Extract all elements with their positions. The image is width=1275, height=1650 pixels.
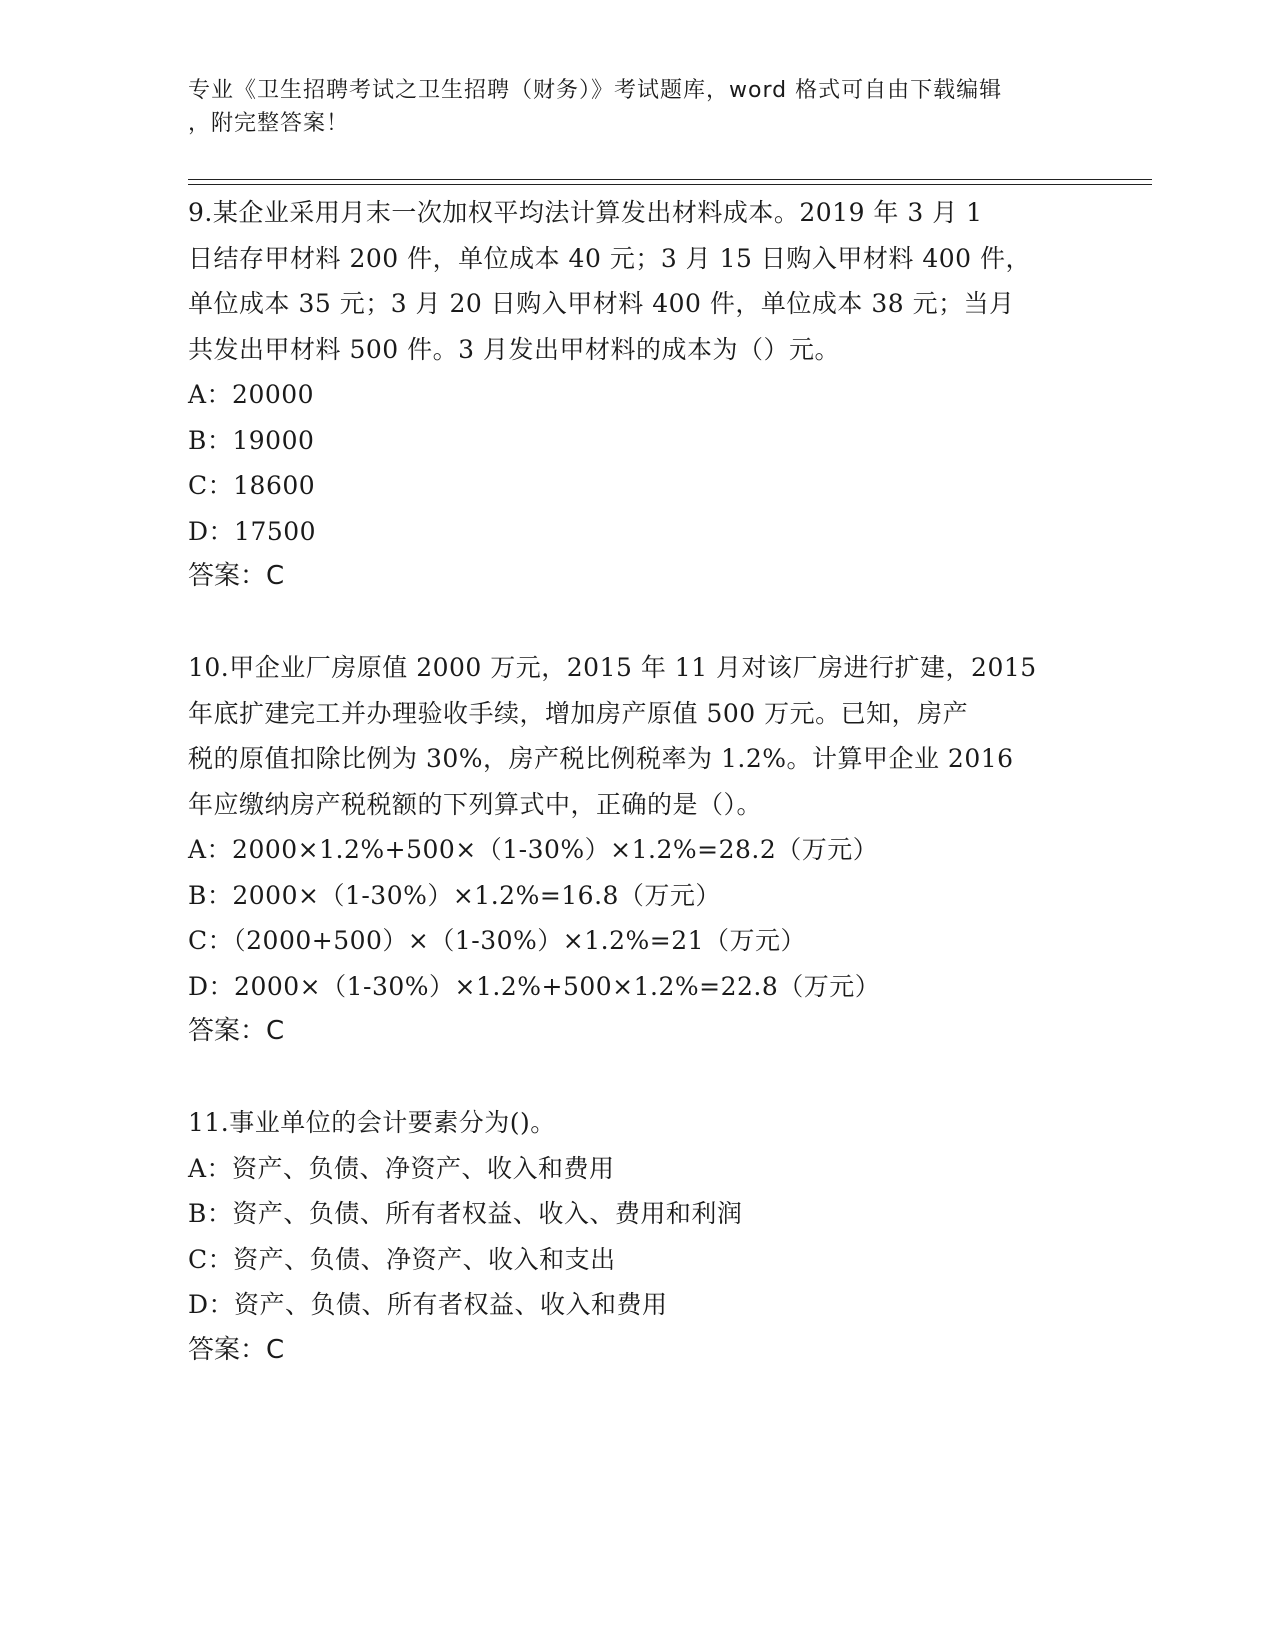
- stem-line: 10.甲企业厂房原值 2000 万元，2015 年 11 月对该厂房进行扩建，2015: [188, 653, 1037, 682]
- question-10: [188, 645, 1088, 1055]
- stem-line: 单位成本 35 元；3 月 20 日购入甲材料 400 件，单位成本 38 元；当月: [188, 289, 1015, 318]
- header-rule-top: [188, 179, 1152, 180]
- stem-line: 共发出甲材料 500 件。3 月发出甲材料的成本为（）元。: [188, 334, 840, 364]
- question-stem: [188, 1100, 1088, 1146]
- header-line: ，附完整答案！: [188, 111, 350, 136]
- stem-line: 日结存甲材料 200 件，单位成本 40 元；3 月 15 日购入甲材料 400 件，: [188, 243, 1031, 273]
- stem-line: 年应缴纳房产税税额的下列算式中，正确的是（）。: [188, 789, 763, 819]
- option-a: A：2000×1.2%+500×（1-30%）×1.2%=28.2（万元）: [188, 835, 879, 864]
- option-c: C：18600: [188, 471, 316, 500]
- option-d: D：17500: [188, 516, 317, 546]
- document-header: [188, 74, 1068, 140]
- option-d: D：2000×（1-30%）×1.2%+500×1.2%=22.8（万元）: [188, 971, 881, 1001]
- stem-line: 税的原值扣除比例为 30%，房产税比例税率为 1.2%。计算甲企业 2016: [188, 744, 1014, 773]
- option-c: C：资产、负债、净资产、收入和支出: [188, 1244, 616, 1274]
- option-b: B：资产、负债、所有者权益、收入、费用和利润: [188, 1199, 743, 1228]
- question-stem: [188, 190, 1088, 372]
- option-d: D：资产、负债、所有者权益、收入和费用: [188, 1290, 668, 1319]
- header-rule-bottom: [188, 184, 1152, 185]
- option-a: A：资产、负债、净资产、收入和费用: [188, 1153, 615, 1183]
- stem-line: 年底扩建完工并办理验收手续，增加房产原值 500 万元。已知，房产: [188, 698, 969, 728]
- answer-line: 答案：C: [188, 1334, 285, 1365]
- question-9: [188, 190, 1088, 600]
- option-b: B：2000×（1-30%）×1.2%=16.8（万元）: [188, 880, 721, 910]
- option-a: A：20000: [188, 380, 315, 409]
- question-11: [188, 1100, 1088, 1373]
- option-b: B：19000: [188, 425, 315, 455]
- stem-line: 11.事业单位的会计要素分为()。: [188, 1108, 556, 1137]
- answer-line: 答案：C: [188, 561, 285, 591]
- header-line: 专业《卫生招聘考试之卫生招聘（财务）》考试题库，word 格式可自由下载编辑: [188, 78, 1003, 103]
- option-c: C：（2000+500）×（1-30%）×1.2%=21（万元）: [188, 926, 807, 955]
- stem-line: 9.某企业采用月末一次加权平均法计算发出材料成本。2019 年 3 月 1: [188, 198, 983, 227]
- answer-line: 答案：C: [188, 1016, 285, 1046]
- question-stem: [188, 645, 1088, 827]
